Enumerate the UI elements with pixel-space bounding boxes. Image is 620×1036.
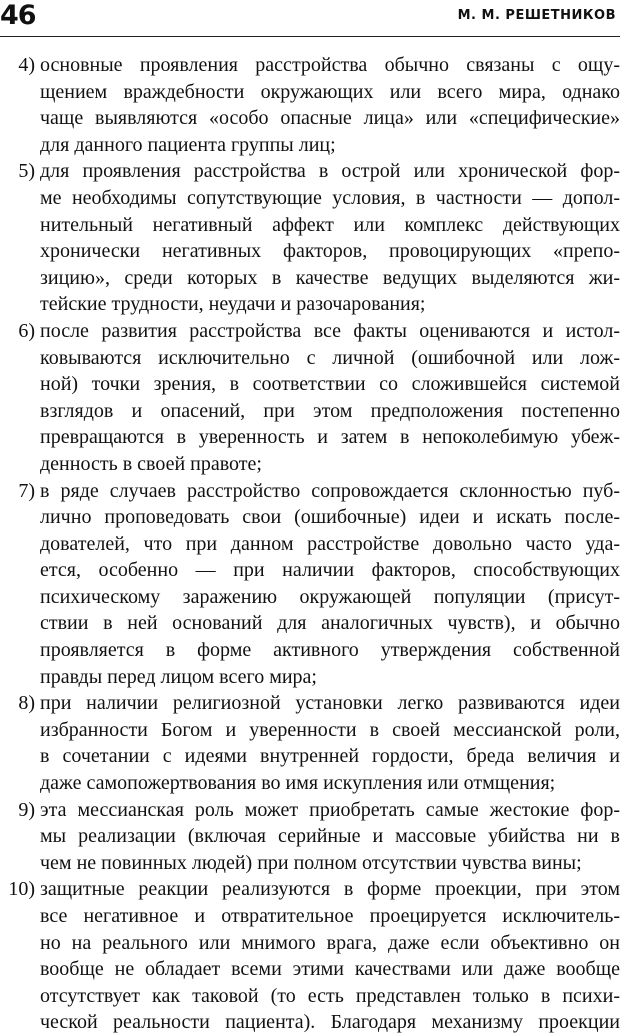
text-line: ческой реальности пациента). Благодаря механизму проекции [40,1011,620,1034]
list-item [0,318,620,478]
text-line: лично проповедовать свои (ошибочные) идеи и искать после- [40,506,620,529]
list-item [0,797,620,877]
text-line: эта мессианская роль может приобретать самые жестокие фор- [40,798,620,821]
list-item-number: 7) [18,479,35,502]
text-line: избранности Богом и уверенности в своей мессианской роли, [40,718,620,741]
text-line: все негативное и отвратительное проецируется исключитель- [40,905,620,927]
text-line: чаще выявляются «особо опасные лица» или «специфические» [40,107,620,130]
list-item [0,690,620,796]
numbered-list [0,52,620,1036]
list-item-text [40,690,620,796]
page-number: 46 [0,0,36,31]
text-line: отсутствует как таковой (то есть представлен только в психи- [40,984,620,1007]
list-item-text [40,797,620,877]
list-item-text [40,876,620,1036]
text-line: вообще не обладает всеми этими качествами или даже вообще [40,958,620,981]
list-item-number: 8) [18,692,35,715]
list-item [0,876,620,1036]
text-line: защитные реакции реализуются в форме проекции, при этом [40,878,620,901]
text-line: ствии в ней оснований для аналогичных чувств), и обычно [40,612,620,635]
text-line: превращаются в уверенность и затем в непоколебимую убеж- [40,426,620,449]
text-line: правды перед лицом всего мира; [40,665,317,688]
list-item-number: 4) [18,54,35,76]
text-line: нительный негативный аффект или комплекс действующих [40,213,620,236]
text-line: после развития расстройства все факты оцениваются и истол- [40,319,620,342]
text-line: но на реального или мнимого врага, даже если объективно он [40,931,620,954]
text-line: основные проявления расстройства обычно связаны с ощу- [40,54,620,76]
list-item [0,478,620,691]
text-line: дователей, что при данном расстройстве довольно часто уда- [40,532,620,555]
list-item-number: 5) [18,160,35,183]
text-line: мы реализации (включая серийные и массовые убийства ни в [40,825,620,848]
list-item [0,158,620,318]
text-line: ной) точки зрения, в соответствии со сложившейся системой [40,373,620,396]
text-line: для проявления расстройства в острой или хронической фор- [40,160,620,183]
text-line: денность в своей правоте; [40,452,262,475]
text-line: в сочетании с идеями внутренней гордости, бреда величия и [40,745,620,768]
list-item-text [40,318,620,478]
page-header [0,0,620,37]
text-line: психическому заражению окружающей популяции (присут- [40,585,620,608]
running-head-author: М. М. РЕШЕТНИКОВ [457,8,616,23]
text-line: для данного пациента группы лиц; [40,133,336,156]
text-line: тейские трудности, неудачи и разочарования; [40,293,426,316]
text-line: ется, особенно — при наличии факторов, способствующих [40,559,620,582]
text-line: даже самопожертвования во имя искупления или отмщения; [40,772,556,795]
list-item-number: 9) [18,798,35,821]
text-line: проявляется в форме активного утверждения собственной [40,639,620,662]
text-line: в ряде случаев расстройство сопровождается склонностью пуб- [40,479,620,502]
text-line: хронически негативных факторов, провоцирующих «препо- [40,240,620,263]
text-line: ковываются исключительно с личной (ошибочной или лож- [40,346,620,369]
list-item-text [40,478,620,691]
list-item-text [40,158,620,318]
list-item-number: 6) [18,319,35,342]
text-line: чем не повинных людей) при полном отсутствии чувства вины; [40,851,582,874]
list-item-text [40,52,620,158]
list-item-number: 10) [8,878,35,901]
text-line: ме необходимы сопутствующие условия, в частности — допол- [40,186,620,209]
list-item [0,52,620,158]
text-line: при наличии религиозной установки легко развиваются идеи [40,692,620,715]
text-line: зицию», среди которых в качестве ведущих выделяются жи- [40,266,620,289]
text-line: щением враждебности окружающих или всего мира, однако [40,80,620,103]
text-line: взглядов и опасений, при этом предположения постепенно [40,399,620,422]
